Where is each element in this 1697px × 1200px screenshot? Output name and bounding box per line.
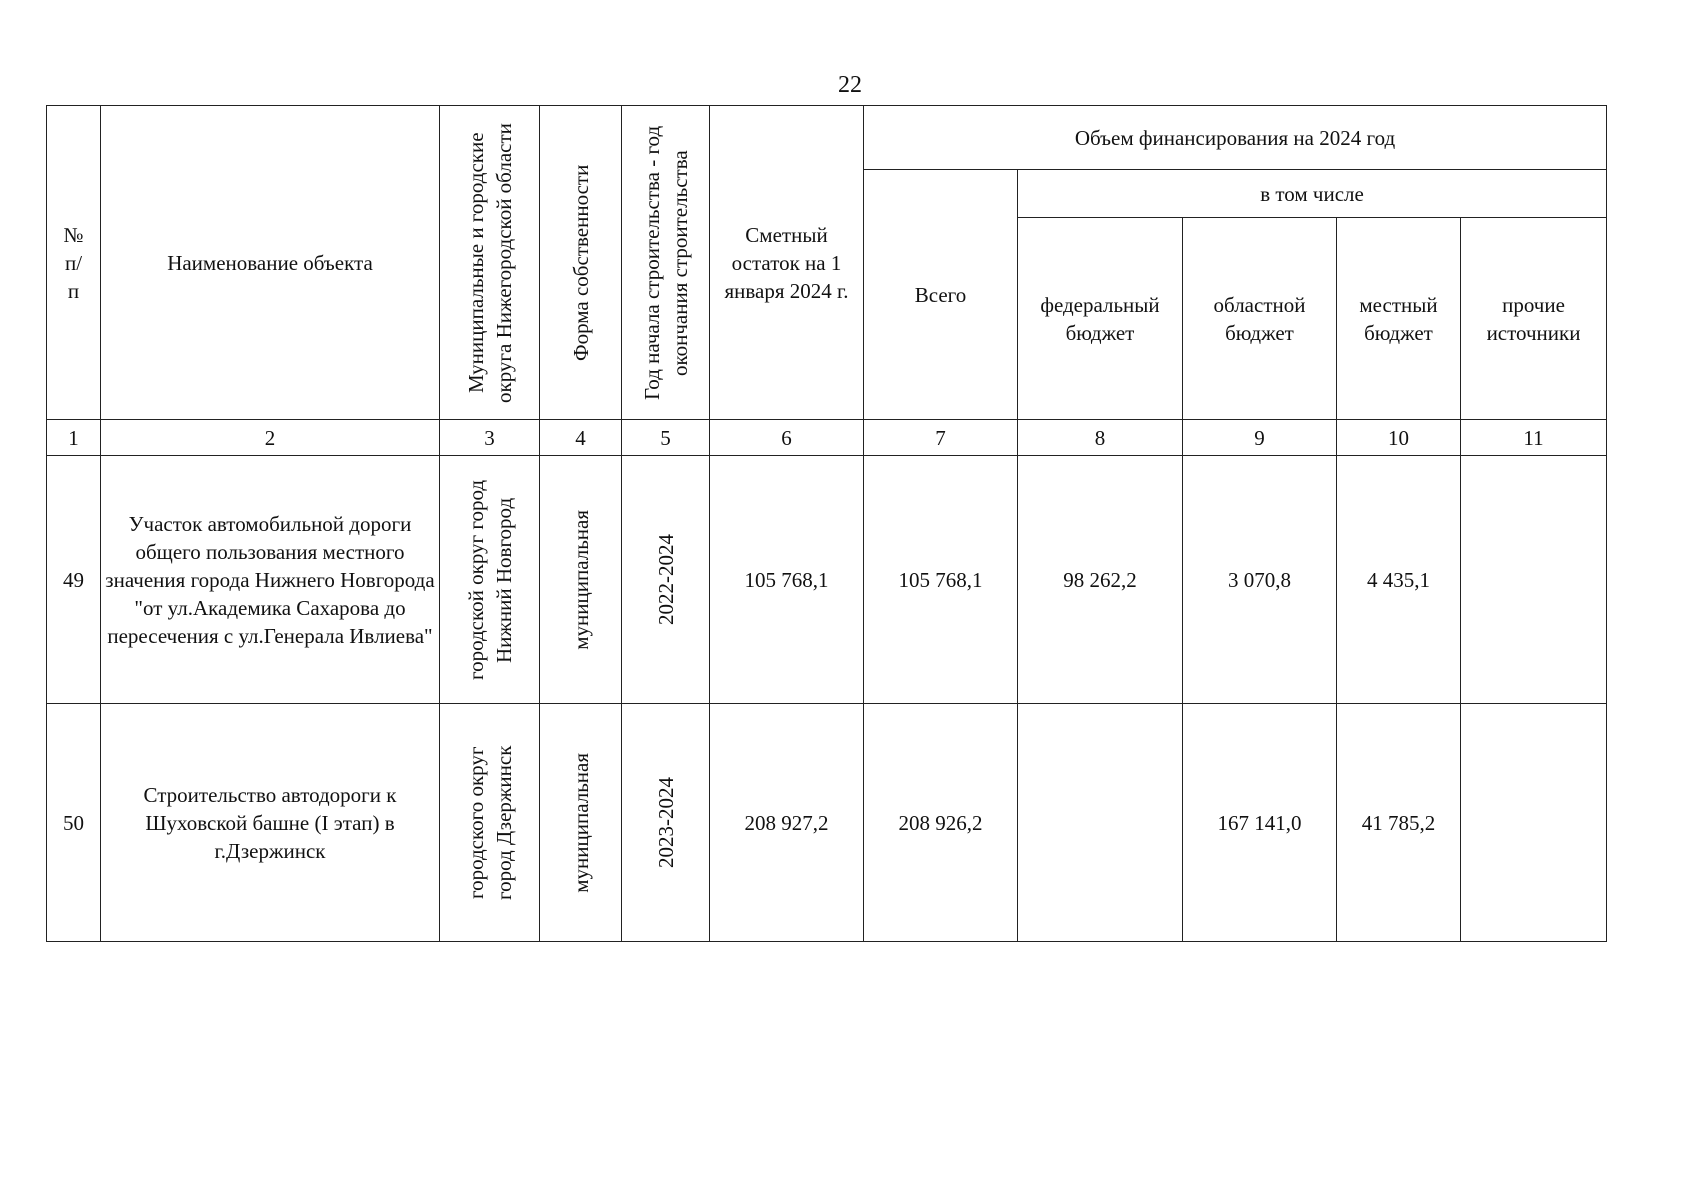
header-name: Наименование объекта [101, 106, 440, 420]
row-num: 50 [47, 704, 101, 942]
header-district-text: Муниципальные и городские округа Нижегородской области [463, 122, 516, 403]
header-balance: Сметный остаток на 1 января 2024 г. [710, 106, 864, 420]
table-row [47, 704, 1607, 942]
header-ownership-text: Форма собственности [568, 164, 593, 361]
row-regional: 167 141,0 [1183, 704, 1337, 942]
header-other: прочие источники [1461, 218, 1607, 420]
row-district-text: городского округ город Дзержинск [463, 745, 516, 900]
header-num: № п/ п [47, 106, 101, 420]
header-ownership [540, 106, 622, 420]
col-number: 10 [1337, 420, 1461, 456]
row-num: 49 [47, 456, 101, 704]
financing-table [46, 105, 1607, 942]
header-federal: федеральный бюджет [1018, 218, 1183, 420]
row-district [440, 704, 540, 942]
row-local: 41 785,2 [1337, 704, 1461, 942]
header-local: местный бюджет [1337, 218, 1461, 420]
header-district [440, 106, 540, 420]
header-regional: областной бюджет [1183, 218, 1337, 420]
col-number: 7 [864, 420, 1018, 456]
row-balance: 105 768,1 [710, 456, 864, 704]
col-number: 8 [1018, 420, 1183, 456]
page-number: 22 [838, 72, 862, 98]
row-name: Участок автомобильной дороги общего пользования местного значения города Нижнего Новгорода "от ул.Академика Сахарова до пересечения с ул.Генерала Ивлиева" [101, 456, 440, 704]
row-years [622, 456, 710, 704]
row-other [1461, 704, 1607, 942]
col-number: 5 [622, 420, 710, 456]
header-years [622, 106, 710, 420]
row-years [622, 704, 710, 942]
row-years-text: 2023-2024 [653, 777, 678, 868]
row-federal: 98 262,2 [1018, 456, 1183, 704]
header-years-text: Год начала строительства - год окончания строительства [639, 125, 692, 400]
col-number: 1 [47, 420, 101, 456]
row-balance: 208 927,2 [710, 704, 864, 942]
col-number: 6 [710, 420, 864, 456]
row-ownership-text: муниципальная [568, 752, 593, 893]
table-row [47, 456, 1607, 704]
col-number: 9 [1183, 420, 1337, 456]
header-total: Всего [864, 170, 1018, 420]
col-number: 2 [101, 420, 440, 456]
column-number-row [47, 420, 1607, 456]
row-regional: 3 070,8 [1183, 456, 1337, 704]
row-total: 208 926,2 [864, 704, 1018, 942]
col-number: 4 [540, 420, 622, 456]
row-total: 105 768,1 [864, 456, 1018, 704]
row-other [1461, 456, 1607, 704]
row-district [440, 456, 540, 704]
row-name: Строительство автодороги к Шуховской башне (I этап) в г.Дзержинск [101, 704, 440, 942]
row-federal [1018, 704, 1183, 942]
col-number: 3 [440, 420, 540, 456]
col-number: 11 [1461, 420, 1607, 456]
row-ownership-text: муниципальная [568, 509, 593, 650]
row-local: 4 435,1 [1337, 456, 1461, 704]
header-financing: Объем финансирования на 2024 год [864, 106, 1607, 170]
row-ownership [540, 704, 622, 942]
row-years-text: 2022-2024 [653, 534, 678, 625]
header-row-1 [47, 106, 1607, 170]
row-ownership [540, 456, 622, 704]
row-district-text: городской округ город Нижний Новгород [463, 479, 516, 680]
header-including: в том числе [1018, 170, 1607, 218]
